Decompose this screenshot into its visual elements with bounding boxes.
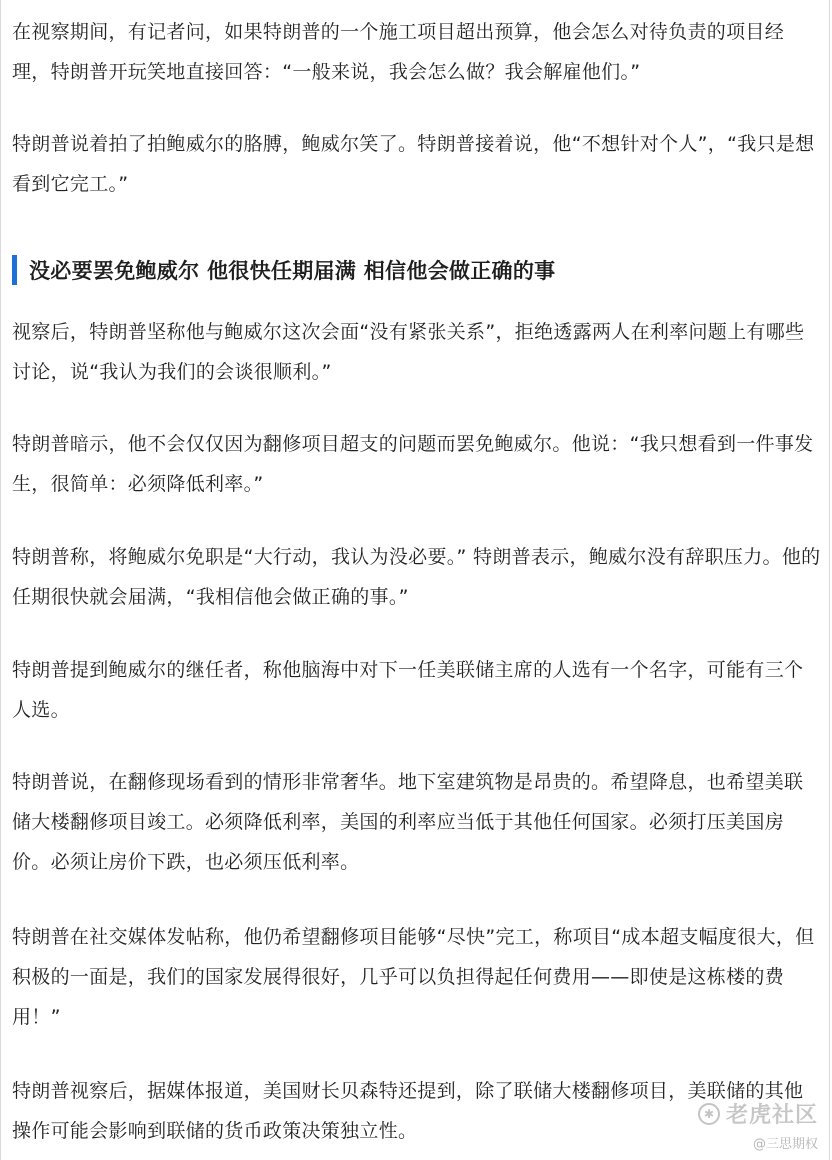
section-heading-text: 没必要罢免鲍威尔 他很快任期届满 相信他会做正确的事 xyxy=(29,259,556,283)
heading-accent-bar xyxy=(12,255,17,285)
article-paragraph-9: 特朗普视察后，据媒体报道，美国财长贝森特还提到，除了联储大楼翻修项目，美联储的其他操作可能会影响到联储的货币政策决策独立性。 xyxy=(12,1080,804,1142)
article-paragraph-5: 特朗普称，将鲍威尔免职是“大行动，我认为没必要。” 特朗普表示，鲍威尔没有辞职压力。他的任期很快就会届满，“我相信他会做正确的事。” xyxy=(12,546,821,608)
watermark-brand: 老虎社区 xyxy=(725,1103,818,1128)
article-paragraph-1: 在视察期间，有记者问，如果特朗普的一个施工项目超出预算，他会怎么对待负责的项目经理，特朗普开玩笑地直接回答：“一般来说，我会怎么做？我会解雇他们。” xyxy=(12,21,785,83)
watermark xyxy=(698,1098,818,1152)
article-paragraph-3: 视察后，特朗普坚称他与鲍威尔这次会面“没有紧张关系”，拒绝透露两人在利率问题上有哪些讨论，说“我认为我们的会谈很顺利。” xyxy=(12,321,805,383)
article-paragraph-4: 特朗普暗示，他不会仅仅因为翻修项目超支的问题而罢免鲍威尔。他说：“我只想看到一件事发生，很简单：必须降低利率。” xyxy=(12,433,814,495)
watermark-user: @三思期权 xyxy=(752,1137,818,1152)
article-paragraph-7: 特朗普说，在翻修现场看到的情形非常奢华。地下室建筑物是昂贵的。希望降息，也希望美联储大楼翻修项目竣工。必须降低利率，美国的利率应当低于其他任何国家。必须打压美国房价。必须让房价下跌，也必须压低利率。 xyxy=(12,771,804,873)
article-paragraph-8: 特朗普在社交媒体发帖称，他仍希望翻修项目能够“尽快”完工，称项目“成本超支幅度很大，但积极的一面是，我们的国家发展得很好，几乎可以负担得起任何费用——即使是这栋楼的费用！” xyxy=(12,926,815,1028)
article-paragraph-6: 特朗普提到鲍威尔的继任者，称他脑海中对下一任美联储主席的人选有一个名字，可能有三个人选。 xyxy=(12,659,804,721)
article-paragraph-2: 特朗普说着拍了拍鲍威尔的胳膊，鲍威尔笑了。特朗普接着说，他“不想针对个人”，“我只是想看到它完工。” xyxy=(12,133,815,195)
tiger-logo-icon: ✱ xyxy=(698,1103,720,1125)
section-heading xyxy=(12,254,555,286)
